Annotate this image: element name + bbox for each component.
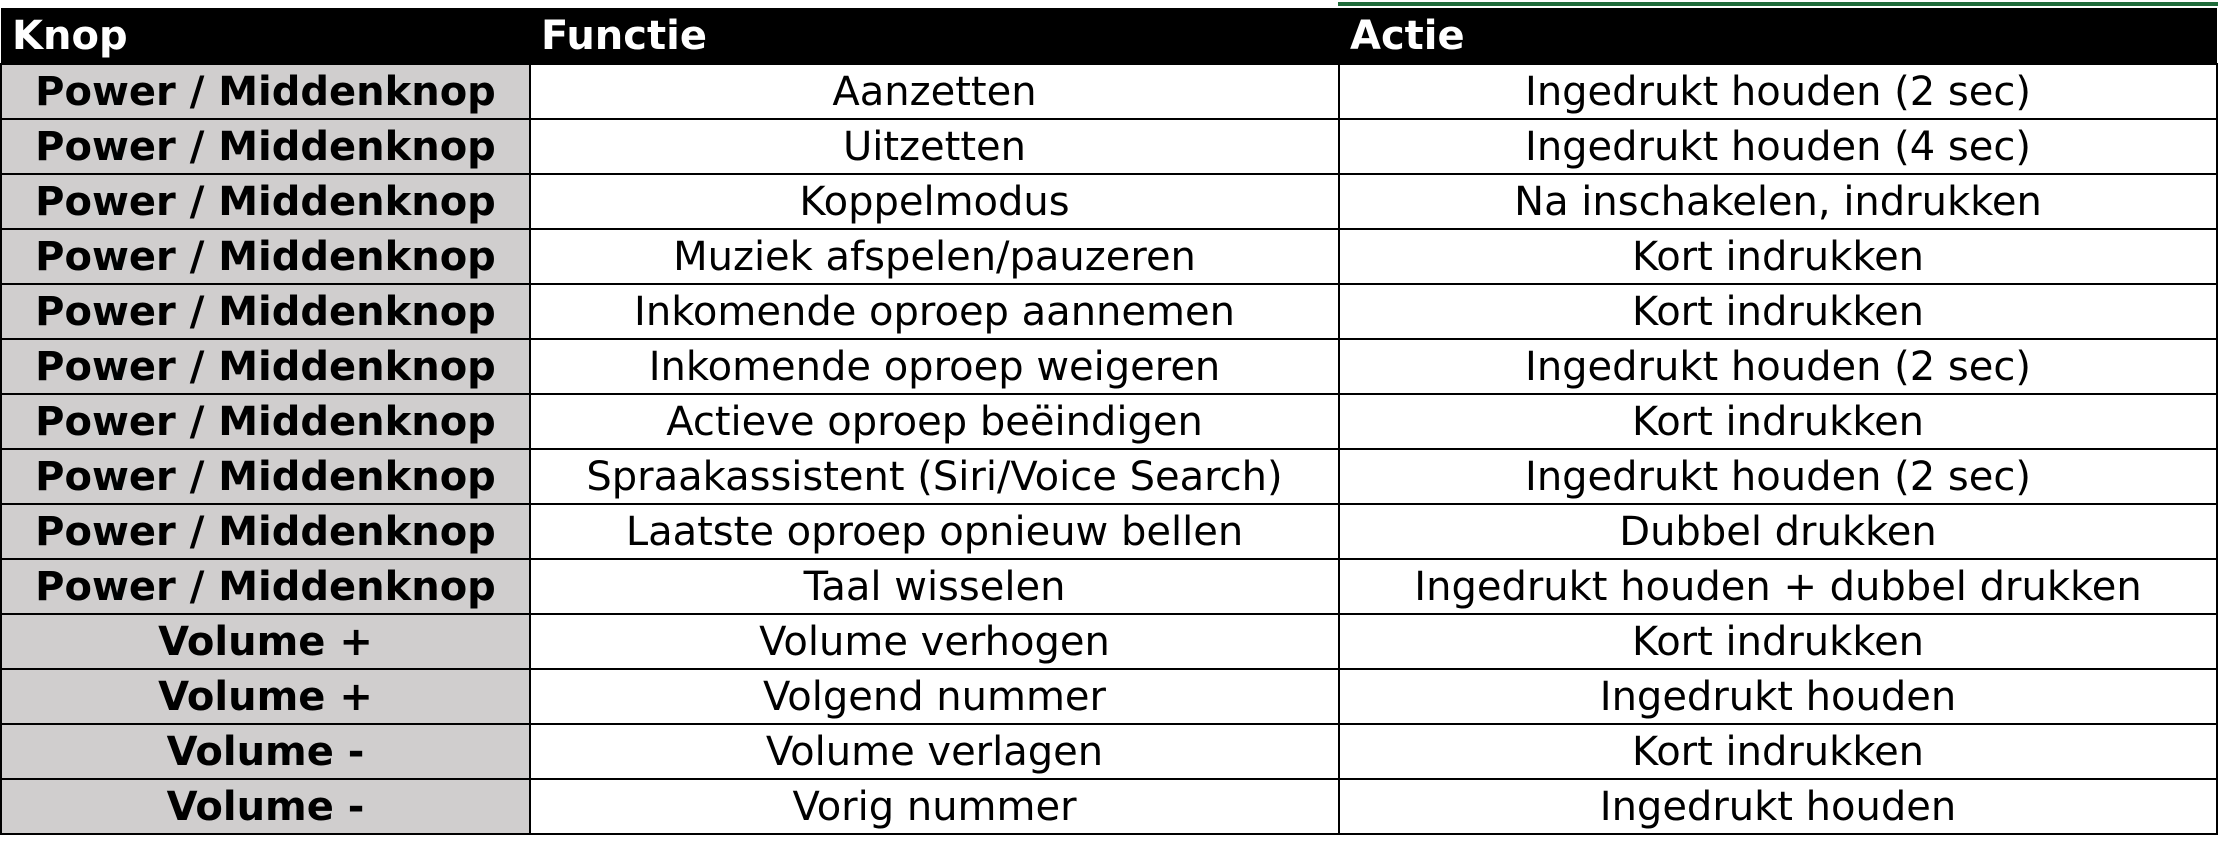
cell-functie[interactable]: Laatste oproep opnieuw bellen	[530, 504, 1339, 559]
cell-functie[interactable]: Aanzetten	[530, 64, 1339, 119]
cell-functie[interactable]: Volume verlagen	[530, 724, 1339, 779]
cell-actie[interactable]: Na inschakelen, indrukken	[1339, 174, 2217, 229]
cell-actie[interactable]: Ingedrukt houden (2 sec)	[1339, 64, 2217, 119]
table-row	[1, 64, 2217, 119]
table-row	[1, 504, 2217, 559]
table-row	[1, 559, 2217, 614]
cell-actie[interactable]: Kort indrukken	[1339, 284, 2217, 339]
table-row	[1, 724, 2217, 779]
header-functie[interactable]: Functie	[530, 8, 1339, 64]
cell-knop[interactable]: Volume +	[1, 614, 530, 669]
cell-knop[interactable]: Power / Middenknop	[1, 339, 530, 394]
cell-functie[interactable]: Taal wisselen	[530, 559, 1339, 614]
cell-functie[interactable]: Spraakassistent (Siri/Voice Search)	[530, 449, 1339, 504]
cell-actie[interactable]: Kort indrukken	[1339, 614, 2217, 669]
cell-actie[interactable]: Ingedrukt houden + dubbel drukken	[1339, 559, 2217, 614]
table-row	[1, 449, 2217, 504]
cell-knop[interactable]: Power / Middenknop	[1, 504, 530, 559]
cell-functie[interactable]: Inkomende oproep weigeren	[530, 339, 1339, 394]
cell-knop[interactable]: Volume +	[1, 669, 530, 724]
cell-functie[interactable]: Volgend nummer	[530, 669, 1339, 724]
cell-actie[interactable]: Kort indrukken	[1339, 394, 2217, 449]
table-row	[1, 174, 2217, 229]
cell-actie[interactable]: Ingedrukt houden (2 sec)	[1339, 449, 2217, 504]
button-functions-table	[0, 8, 2218, 835]
cell-actie[interactable]: Dubbel drukken	[1339, 504, 2217, 559]
header-row	[1, 8, 2217, 64]
table-row	[1, 614, 2217, 669]
cell-actie[interactable]: Ingedrukt houden (4 sec)	[1339, 119, 2217, 174]
cell-functie[interactable]: Volume verhogen	[530, 614, 1339, 669]
table-row	[1, 779, 2217, 834]
cell-knop[interactable]: Power / Middenknop	[1, 119, 530, 174]
cell-actie[interactable]: Ingedrukt houden	[1339, 669, 2217, 724]
cell-knop[interactable]: Power / Middenknop	[1, 64, 530, 119]
table-row	[1, 119, 2217, 174]
cell-knop[interactable]: Power / Middenknop	[1, 229, 530, 284]
cell-knop[interactable]: Power / Middenknop	[1, 394, 530, 449]
cell-knop[interactable]: Power / Middenknop	[1, 284, 530, 339]
cell-actie[interactable]: Kort indrukken	[1339, 724, 2217, 779]
table-row	[1, 284, 2217, 339]
table-row	[1, 669, 2217, 724]
cell-functie[interactable]: Uitzetten	[530, 119, 1339, 174]
table-row	[1, 229, 2217, 284]
cell-functie[interactable]: Vorig nummer	[530, 779, 1339, 834]
cell-actie[interactable]: Ingedrukt houden	[1339, 779, 2217, 834]
cell-actie[interactable]: Ingedrukt houden (2 sec)	[1339, 339, 2217, 394]
table-row	[1, 339, 2217, 394]
cell-functie[interactable]: Muziek afspelen/pauzeren	[530, 229, 1339, 284]
cell-knop[interactable]: Power / Middenknop	[1, 559, 530, 614]
cell-knop[interactable]: Power / Middenknop	[1, 449, 530, 504]
cell-actie[interactable]: Kort indrukken	[1339, 229, 2217, 284]
table-row	[1, 394, 2217, 449]
header-actie[interactable]: Actie	[1339, 8, 2217, 64]
cell-knop[interactable]: Volume -	[1, 724, 530, 779]
top-strip	[0, 0, 2220, 8]
cell-functie[interactable]: Koppelmodus	[530, 174, 1339, 229]
cell-functie[interactable]: Inkomende oproep aannemen	[530, 284, 1339, 339]
cell-functie[interactable]: Actieve oproep beëindigen	[530, 394, 1339, 449]
selection-accent-bar	[1338, 2, 2218, 6]
cell-knop[interactable]: Power / Middenknop	[1, 174, 530, 229]
cell-knop[interactable]: Volume -	[1, 779, 530, 834]
header-knop[interactable]: Knop	[1, 8, 530, 64]
